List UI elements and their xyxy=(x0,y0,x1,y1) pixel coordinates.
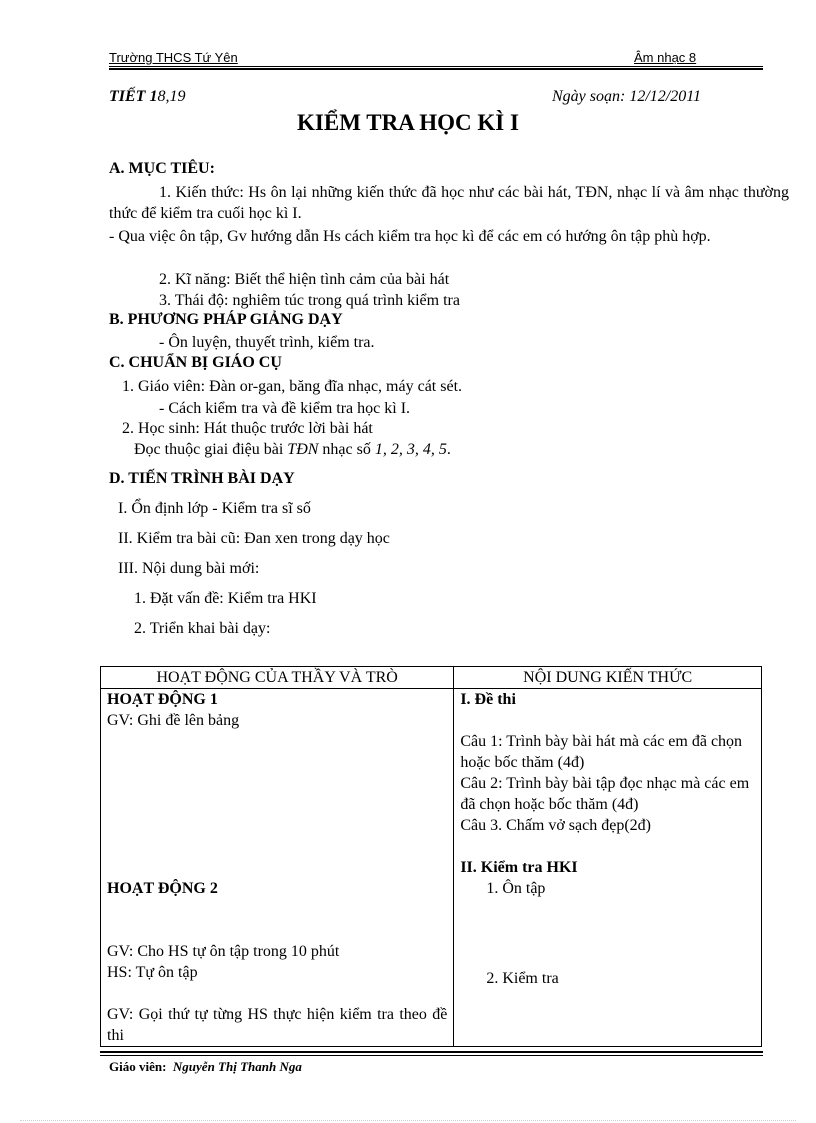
teacher-name: Nguyễn Thị Thanh Nga xyxy=(172,1059,302,1074)
question-1: Câu 1: Trình bày bài hát mà các em đã chọn hoặc bốc thăm (4đ) xyxy=(460,733,743,771)
lesson-number-rest: 8,19 xyxy=(157,88,186,105)
prep-date: Ngày soạn: 12/12/2011 xyxy=(552,88,702,105)
section-a-knowledge: 1. Kiến thức: Hs ôn lại những kiến thức đã học như các bài hát, TĐN, nhạc lí và âm nhạc thường thức để kiểm tra cuối học kì I. xyxy=(109,184,789,222)
sub-item-review: 1. Ôn tập xyxy=(486,880,546,897)
lesson-number xyxy=(109,88,185,106)
melody-text-mid: nhạc số xyxy=(318,441,375,458)
col-content-header: NỘI DUNG KIẾN THỨC xyxy=(454,667,762,689)
header-rule-thick xyxy=(109,68,763,70)
section-c-heading: C. CHUẨN BỊ GIÁO CỤ xyxy=(109,354,282,371)
section-d-item-2: II. Kiểm tra bài cũ: Đan xen trong dạy học xyxy=(118,530,390,547)
section-c-melody xyxy=(134,439,451,460)
content-cell xyxy=(454,689,762,1047)
section-b-method: - Ôn luyện, thuyết trình, kiểm tra. xyxy=(159,334,375,351)
section-a-heading: A. MỤC TIÊU: xyxy=(109,160,215,177)
question-2: Câu 2: Trình bày bài tập đọc nhạc mà các em đã chọn hoặc bốc thăm (4đ) xyxy=(460,775,750,813)
school-name: Trường THCS Tứ Yên xyxy=(109,50,238,65)
section-a-attitude: 3. Thái độ: nghiêm túc trong quá trình kiểm tra xyxy=(159,292,460,309)
activity-1-line: GV: Ghi đề lên bảng xyxy=(107,712,240,729)
section-c-test-prep: - Cách kiểm tra và đề kiểm tra học kì I. xyxy=(159,400,411,417)
lesson-number-label: TIẾT 1 xyxy=(109,88,158,105)
content-heading-1: I. Đề thi xyxy=(460,691,516,708)
footer-teacher xyxy=(109,1059,302,1075)
melody-numbers: 1, 2, 3, 4, 5 xyxy=(374,441,447,458)
activity-2-line-2: HS: Tự ôn tập xyxy=(107,964,198,981)
footer-label: Giáo viên: xyxy=(109,1059,167,1074)
footer-rule-thin xyxy=(100,1055,763,1056)
section-c-student: 2. Học sinh: Hát thuộc trước lời bài hát xyxy=(122,420,373,437)
footer-rule-thick xyxy=(100,1051,763,1053)
activity-1-title: HOẠT ĐỘNG 1 xyxy=(107,691,218,708)
activity-2-line-3: GV: Gọi thứ tự từng HS thực hiện kiểm tra theo đề thi xyxy=(107,1006,448,1044)
section-c-teacher: 1. Giáo viên: Đàn or-gan, băng đĩa nhạc, máy cát sét. xyxy=(122,378,463,395)
melody-text-end: . xyxy=(446,441,451,458)
section-d-item-4: 1. Đặt vấn đề: Kiểm tra HKI xyxy=(134,590,317,607)
question-3: Câu 3. Chấm vở sạch đẹp(2đ) xyxy=(460,817,651,834)
melody-text-start: Đọc thuộc giai điệu bài xyxy=(134,441,288,458)
section-b-heading: B. PHƯƠNG PHÁP GIẢNG DẠY xyxy=(109,311,343,328)
activities-cell xyxy=(101,689,454,1047)
section-d-item-3: III. Nội dung bài mới: xyxy=(118,560,260,577)
activity-2-title: HOẠT ĐỘNG 2 xyxy=(107,880,218,897)
lesson-table xyxy=(100,666,762,1047)
subject-name: Âm nhạc 8 xyxy=(634,50,697,65)
section-d-heading: D. TIẾN TRÌNH BÀI DẠY xyxy=(109,470,295,487)
melody-tdn: TĐN xyxy=(287,441,319,458)
header-rule-thin xyxy=(109,66,763,67)
section-a-skills: 2. Kĩ năng: Biết thể hiện tình cảm của bài hát xyxy=(159,271,450,288)
activity-2-line-1: GV: Cho HS tự ôn tập trong 10 phút xyxy=(107,943,340,960)
section-a-review-note: - Qua việc ôn tập, Gv hướng dẫn Hs cách kiểm tra học kì để các em có hướng ôn tập phù hợp. xyxy=(109,228,711,245)
col-activities-header: HOẠT ĐỘNG CỦA THẦY VÀ TRÒ xyxy=(101,667,454,689)
section-d-item-5: 2. Triển khai bài dạy: xyxy=(134,620,271,637)
sub-item-test: 2. Kiểm tra xyxy=(486,970,559,987)
page-bottom-dotted-edge xyxy=(20,1120,796,1121)
table-header-row xyxy=(101,667,762,689)
content-heading-2: II. Kiểm tra HKI xyxy=(460,859,578,876)
section-d-item-1: I. Ổn định lớp - Kiểm tra sĩ số xyxy=(118,500,311,517)
page-title: KIỂM TRA HỌC KÌ I xyxy=(297,110,519,135)
table-row xyxy=(101,689,762,1047)
